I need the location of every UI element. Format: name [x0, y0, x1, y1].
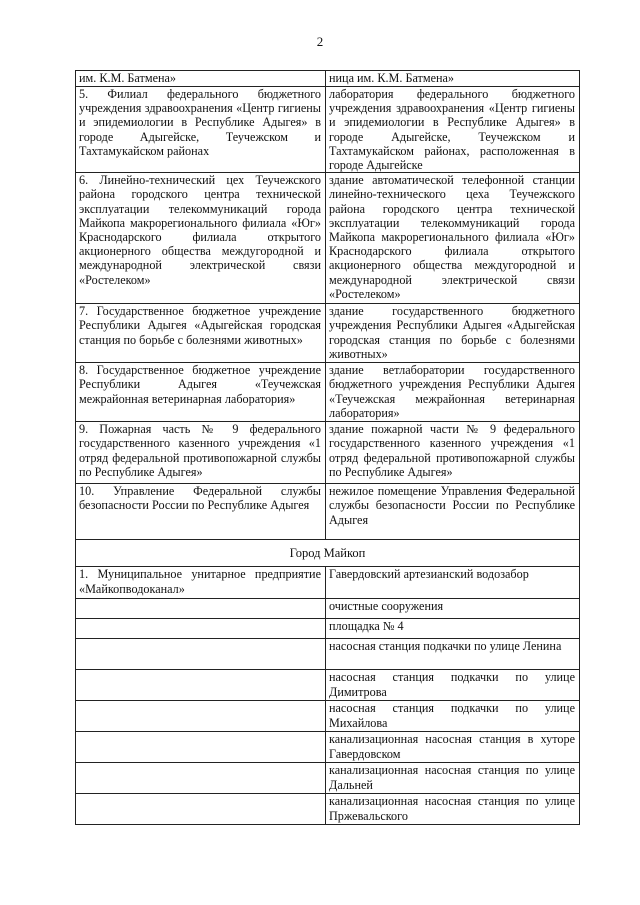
object-cell: здание ветлаборатории государственного бюджетного учреждения Республики Адыгея «Теучежская межрайонная ветеринарная лаборатория» — [326, 363, 580, 422]
table-row — [76, 173, 580, 304]
table-row — [76, 639, 580, 670]
object-cell: канализационная насосная станция по улице Дальней — [326, 763, 580, 794]
table-row — [76, 422, 580, 484]
organization-cell — [76, 763, 326, 794]
table-row — [76, 71, 580, 87]
object-cell: здание государственного бюджетного учреждения Республики Адыгея «Адыгейская городская станция по борьбе с болезнями животных» — [326, 304, 580, 363]
object-cell: нежилое помещение Управления Федеральной службы безопасности России по Республике Адыгея — [326, 484, 580, 540]
object-cell: Гавердовский артезианский водозабор — [326, 567, 580, 599]
table-row — [76, 732, 580, 763]
organization-cell — [76, 732, 326, 763]
object-cell: здание пожарной части № 9 федерального государственного казенного учреждения «1 отряд федеральной противопожарной службы по Республике Адыгея» — [326, 422, 580, 484]
object-cell: насосная станция подкачки по улице Димитрова — [326, 670, 580, 701]
organization-cell — [76, 670, 326, 701]
object-cell: канализационная насосная станция по улице Пржевальского — [326, 794, 580, 825]
table-row — [76, 87, 580, 173]
organization-cell — [76, 701, 326, 732]
object-cell: очистные сооружения — [326, 599, 580, 619]
organization-cell — [76, 794, 326, 825]
organization-cell — [76, 619, 326, 639]
table-row — [76, 701, 580, 732]
page-number: 2 — [316, 34, 324, 49]
object-cell: ница им. К.М. Батмена» — [326, 71, 580, 87]
table-row — [76, 567, 580, 599]
object-cell: насосная станция подкачки по улице Ленина — [326, 639, 580, 670]
organization-cell: им. К.М. Батмена» — [76, 71, 326, 87]
table-row — [76, 484, 580, 540]
table-row — [76, 619, 580, 639]
organization-cell: 9. Пожарная часть № 9 федерального государственного казенного учреждения «1 отряд федеральной противопожарной службы по Республике Адыгея» — [76, 422, 326, 484]
table-row — [76, 304, 580, 363]
object-cell: канализационная насосная станция в хуторе Гавердовском — [326, 732, 580, 763]
organization-cell: 8. Государственное бюджетное учреждение Республики Адыгея «Теучежская межрайонная ветеринарная лаборатория» — [76, 363, 326, 422]
organization-cell: 10. Управление Федеральной службы безопасности России по Республике Адыгея — [76, 484, 326, 540]
city-header: Город Майкоп — [76, 540, 580, 567]
object-cell: здание автоматической телефонной станции линейно-технического цеха Теучежского района городского центра технической эксплуатации телекоммуникаций города Майкопа макрорегионального филиала «Юг» Краснодарского филиала открытого акционерного общества междугородной и международной электрической связи «Ростелеком» — [326, 173, 580, 304]
organization-cell: 1. Муниципальное унитарное предприятие «Майкопводоканал» — [76, 567, 326, 599]
table-row — [76, 763, 580, 794]
organization-cell — [76, 639, 326, 670]
objects-table — [75, 70, 580, 825]
object-cell: лаборатория федерального бюджетного учреждения здравоохранения «Центр гигиены и эпидемиологии в Республике Адыгея» в городе Адыгейске, Теучежском и Тахтамукайском районах, расположенная в городе Адыгейске — [326, 87, 580, 173]
organization-cell — [76, 599, 326, 619]
table-row — [76, 599, 580, 619]
object-cell: насосная станция подкачки по улице Михайлова — [326, 701, 580, 732]
table-row — [76, 670, 580, 701]
object-cell: площадка № 4 — [326, 619, 580, 639]
table-row — [76, 363, 580, 422]
organization-cell: 5. Филиал федерального бюджетного учреждения здравоохранения «Центр гигиены и эпидемиологии в Республике Адыгея» в городе Адыгейске, Теучежском и Тахтамукайском районах — [76, 87, 326, 173]
city-header-row — [76, 540, 580, 567]
organization-cell: 6. Линейно-технический цех Теучежского района городского центра технической эксплуатации телекоммуникаций города Майкопа макрорегионального филиала «Юг» Краснодарского филиала открытого акционерного общества междугородной и международной электрической связи «Ростелеком» — [76, 173, 326, 304]
table-row — [76, 794, 580, 825]
organization-cell: 7. Государственное бюджетное учреждение Республики Адыгея «Адыгейская городская станция по борьбе с болезнями животных» — [76, 304, 326, 363]
